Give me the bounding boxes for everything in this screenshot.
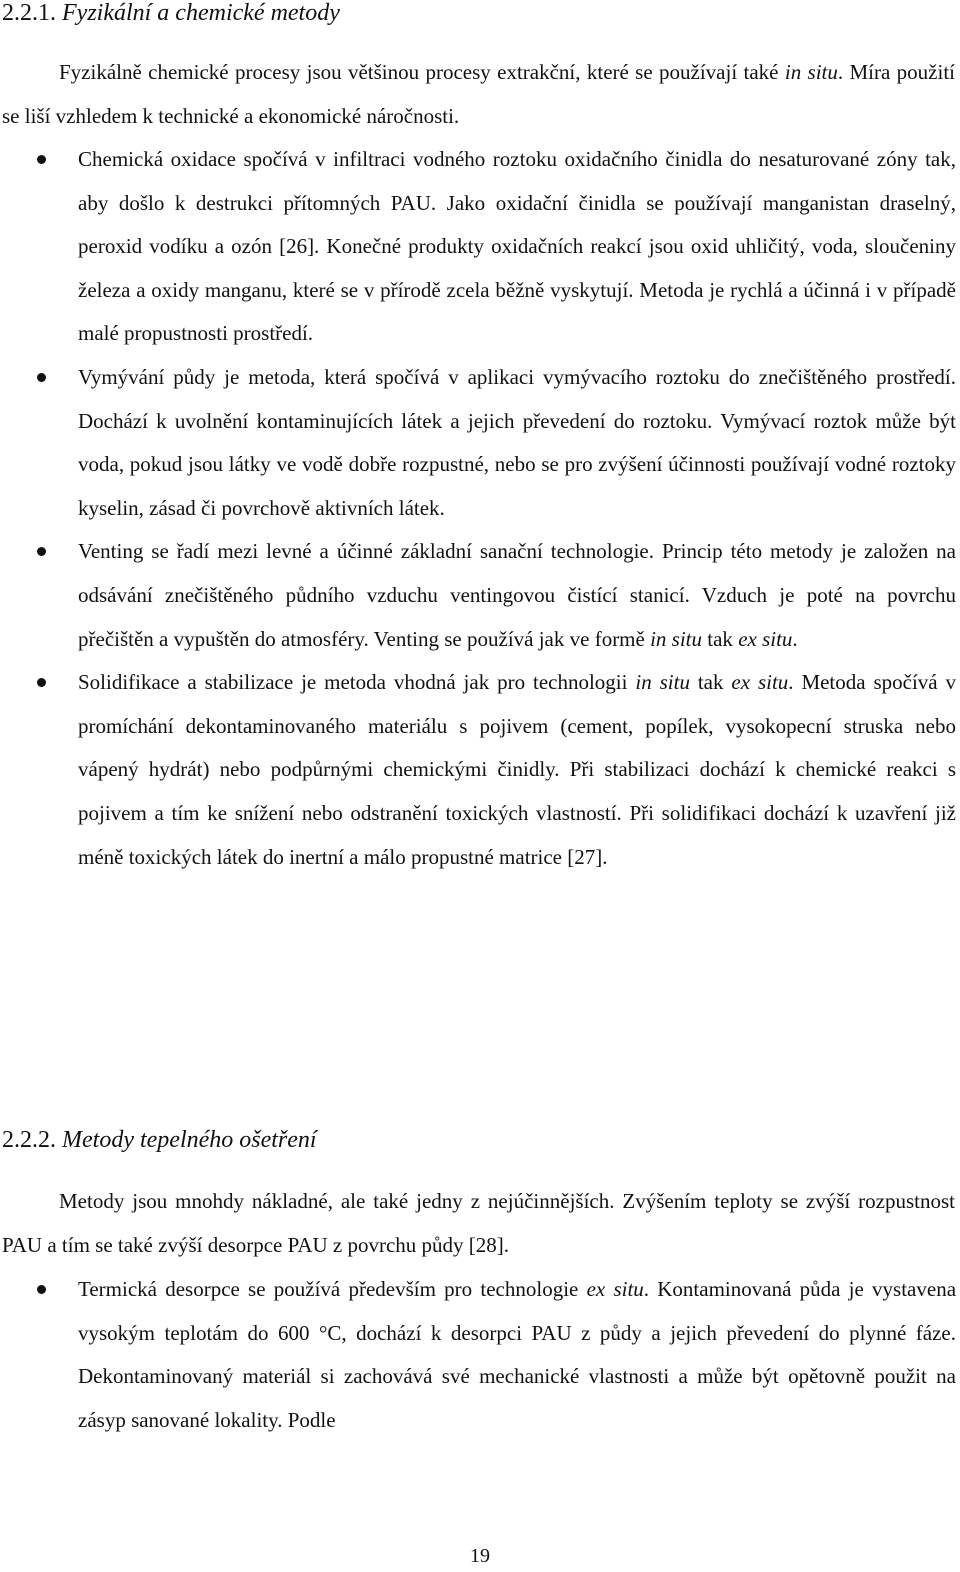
italic-term: ex situ [738, 626, 793, 651]
text-run: Metody jsou mnohdy nákladné, ale také jedny z nejúčinnějších. Zvýšením teploty se zvýší rozpustnost PAU a tím se také zvýší desorpce PAU z povrchu půdy [28]. [2, 1189, 955, 1257]
italic-term: in situ [635, 670, 690, 695]
text-run: tak [702, 626, 739, 651]
bullet-dot-icon [37, 1285, 46, 1294]
section-number: 2.2.2. [2, 1127, 56, 1153]
section-intro-paragraph [2, 51, 955, 138]
page-number: 19 [470, 1545, 490, 1567]
bullet-item [0, 356, 956, 530]
text-run: Venting se řadí mezi levné a účinné základní sanační technologie. Princip této metody je založen na odsávání znečištěného půdního vzduchu ventingovou čistící stanicí. Vzduch je poté na povrchu přečištěn a vypuštěn do atmosféry. Venting se používá jak ve formě [78, 539, 956, 651]
text-run: . Míra použití se liší vzhledem k technické a ekonomické náročnosti. [2, 60, 955, 128]
section-title: Metody tepelného ošetření [62, 1127, 317, 1153]
section-heading [2, 0, 340, 28]
section-number: 2.2.1. [2, 0, 56, 26]
italic-term: ex situ [586, 1277, 644, 1301]
italic-term: in situ [784, 60, 838, 84]
bullet-dot-icon [37, 155, 46, 164]
section-intro-paragraph [2, 1180, 955, 1267]
text-run: Fyzikálně chemické procesy jsou většinou procesy extrakční, které se používají také [59, 60, 785, 84]
section-title: Fyzikální a chemické metody [62, 0, 340, 26]
bullet-dot-icon [37, 678, 46, 687]
bullet-dot-icon [37, 373, 46, 382]
bullet-list [0, 1268, 956, 1442]
bullet-dot-icon [37, 547, 46, 556]
italic-term: in situ [650, 626, 703, 651]
text-run: tak [689, 670, 732, 695]
bullet-list [0, 138, 956, 879]
text-run: Chemická oxidace spočívá v infiltraci vodného roztoku oxidačního činidla do nesaturované zóny tak, aby došlo k destrukci přítomných PAU. Jako oxidační činidla se používají manganistan draselný, peroxid vodíku a ozón [26]. Konečné produkty oxidačních reakcí jsou oxid uhličitý, voda, sloučeniny železa a oxidy manganu, které se v přírodě zcela běžně vyskytují. Metoda je rychlá a účinná i v případě malé propustnosti prostředí. [78, 147, 956, 346]
bullet-item [0, 661, 956, 879]
italic-term: ex situ [731, 670, 789, 695]
section-heading [2, 1125, 317, 1155]
text-run: Vymývání půdy je metoda, která spočívá v aplikaci vymývacího roztoku do znečištěného prostředí. Dochází k uvolnění kontaminujících látek a jejich převedení do roztoku. Vymývací roztok může být voda, pokud jsou látky ve vodě dobře rozpustné, nebo se pro zvýšení účinnosti používají vodné roztoky kyselin, zásad či povrchově aktivních látek. [78, 364, 956, 520]
text-run: . Metoda spočívá v promíchání dekontaminovaného materiálu s pojivem (cement, popílek, vysokopecní struska nebo vápený hydrát) nebo podpůrnými chemickými činidly. Při stabilizaci dochází k chemické reakci s pojivem a tím ke snížení nebo odstranění toxických vlastností. Při solidifikaci dochází k uzavření již méně toxických látek do inertní a málo propustné matrice [27]. [78, 670, 957, 869]
bullet-item [0, 138, 956, 356]
text-run: . [792, 626, 798, 651]
bullet-item [0, 530, 956, 661]
bullet-item [0, 1268, 956, 1442]
text-run: Termická desorpce se používá především pro technologie [78, 1277, 587, 1301]
text-run: Solidifikace a stabilizace je metoda vhodná jak pro technologii [78, 670, 636, 695]
text-run: . Kontaminovaná půda je vystavena vysokým teplotám do 600 °C, dochází k desorpci PAU z půdy a jejich převedení do plynné fáze. Dekontaminovaný materiál si zachovává své mechanické vlastnosti a může být opětovně použit na zásyp sanované lokality. Podle [78, 1277, 957, 1432]
